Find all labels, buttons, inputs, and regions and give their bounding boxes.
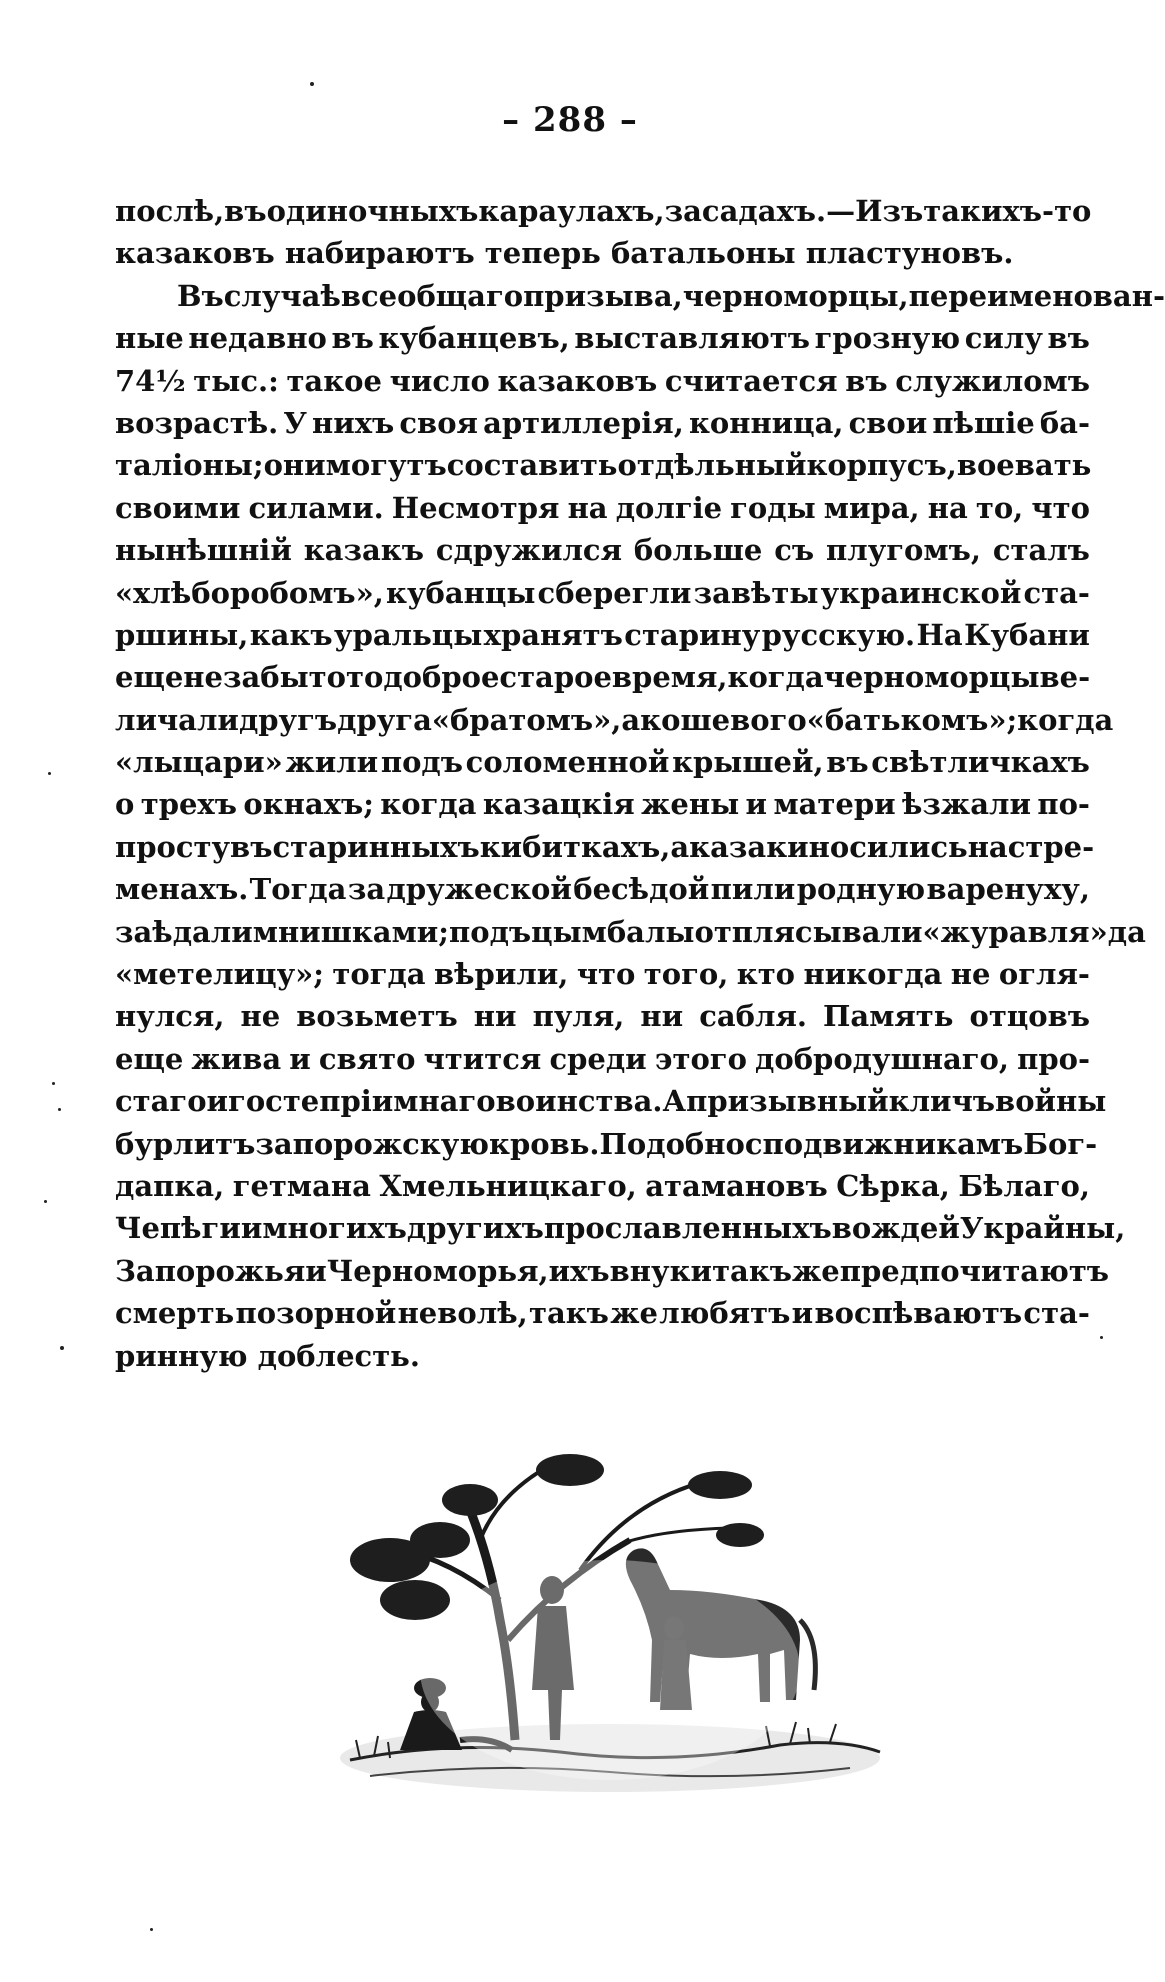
text-line: «метелицу»; тогда вѣрили, что того, кто никогда не огля- xyxy=(115,957,1090,992)
text-line: личали другъ друга «братомъ», а кошевого «батькомъ»; когда xyxy=(115,702,1114,737)
text-line: еще не забыто то доброе старое время, когда черноморцы ве- xyxy=(115,660,1091,695)
text-line: Запорожья и Черноморья, ихъ внуки такъ же предпочитаютъ xyxy=(115,1253,1110,1288)
text-line: смерть позорной неволѣ, такъ же любятъ и воспѣваютъ ста- xyxy=(115,1296,1090,1331)
text-line: своими силами. Несмотря на долгіе годы мира, на то, что xyxy=(115,490,1090,525)
text-line: заѣдали мнишками; подъ цымбалы отплясывали «журавля» да xyxy=(115,914,1146,949)
print-speck xyxy=(150,1928,153,1931)
text-line: ршины, какъ уральцы хранятъ старину русскую. На Кубани xyxy=(115,617,1090,652)
text-line: «лыцари» жили подъ соломенной крышей, въ свѣтличкахъ xyxy=(115,745,1090,780)
text-line: менахъ. Тогда за дружеской бесѣдой пили родную варенуху, xyxy=(115,872,1090,907)
text-line: послѣ, въ одиночныхъ караулахъ, засадахъ. — Изъ такихъ-то xyxy=(115,194,1092,228)
text-line: еще жива и свято чтится среди этого добродушнаго, про- xyxy=(115,1041,1090,1076)
cossacks-with-horse-under-tree-icon xyxy=(330,1440,890,1800)
text-line: просту въ старинныхъ кибиткахъ, а казаки носились на стре- xyxy=(115,829,1095,864)
print-speck xyxy=(58,1108,61,1111)
print-speck xyxy=(48,772,51,775)
text-line: таліоны; они могутъ составить отдѣльный корпусъ, воевать xyxy=(115,448,1092,483)
text-line: бурлитъ запорожскую кровь. Подобно сподвижникамъ Бог- xyxy=(115,1126,1098,1161)
text-line: нынѣшній казакъ сдружился больше съ плугомъ, сталъ xyxy=(115,533,1090,568)
page-number: – 288 – xyxy=(502,100,638,140)
text-line: нулся, не возьметъ ни пуля, ни сабля. Память отцовъ xyxy=(115,999,1090,1034)
text-line: «хлѣборобомъ», кубанцы сберегли завѣты украинской ста- xyxy=(115,575,1090,610)
body-text xyxy=(115,190,1165,1377)
text-line: 74½ тыс.: такое число казаковъ считается въ служиломъ xyxy=(115,363,1090,398)
text-line: возрастѣ. У нихъ своя артиллерія, конница, свои пѣшіе ба- xyxy=(115,405,1090,440)
text-line: стаго и гостепріимнаго воинства. А призывный кличъ войны xyxy=(115,1084,1107,1119)
print-speck xyxy=(1100,1336,1103,1339)
print-speck xyxy=(60,1346,64,1350)
text-line: ринную доблесть. xyxy=(115,1338,420,1373)
text-line: ные недавно въ кубанцевъ, выставляютъ грозную силу въ xyxy=(115,321,1090,356)
print-speck xyxy=(44,1200,47,1203)
text-line: о трехъ окнахъ; когда казацкія жены и матери ѣзжали по- xyxy=(115,787,1090,822)
text-line: дапка, гетмана Хмельницкаго, атамановъ Сѣрка, Бѣлаго, xyxy=(115,1168,1090,1203)
text-line: Въ случаѣ всеобщаго призыва, черноморцы, переименован- xyxy=(177,278,1165,313)
print-speck xyxy=(310,82,314,86)
text-line: казаковъ набираютъ теперь батальоны пластуновъ. xyxy=(115,236,1014,271)
text-line: Чепѣги и многихъ другихъ прославленныхъ вождей Украйны, xyxy=(115,1211,1126,1246)
print-speck xyxy=(52,1082,55,1085)
